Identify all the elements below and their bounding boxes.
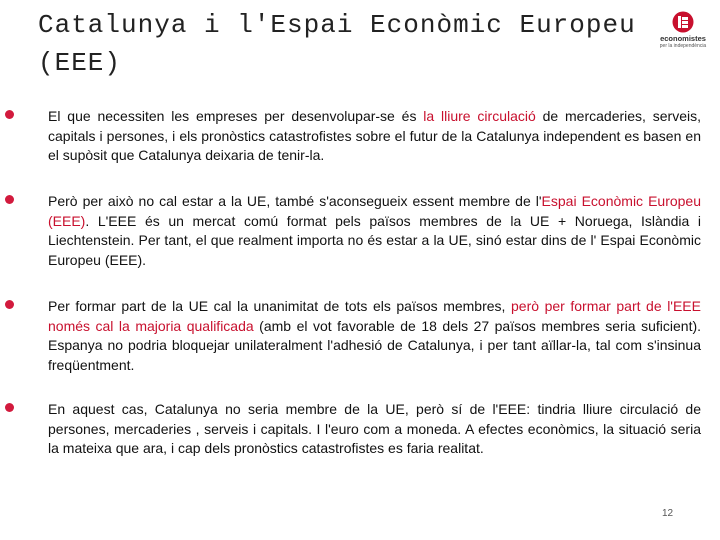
bullet-text: Però per això no cal estar a la UE, també s'aconsegueix essent membre de l'Espai Econòmic Europeu (EEE). L'EEE és un mercat comú format pels països membres de la UE + Noruega, Islàndia i Liechtenstein. Per tant, el que realment importa no és estar a la UE, sinó estar dins de l' Espai Econòmic Europeu (EEE). [48,193,702,268]
logo-mark-icon [672,10,694,34]
list-item [0,297,720,400]
bullet-dot-icon [5,300,14,309]
bullet-list [0,107,720,459]
bullet-text: El que necessiten les empreses per desenvolupar-se és la lliure circulació de mercaderies, serveis, capitals i persones, i els pronòstics catastrofistes sobre el futur de la Catalunya independent es basen en el supòsit que Catalunya deixaria de tenir-la. [48,108,702,163]
logo-subtitle: per la independència [659,43,707,49]
bullet-dot-icon [5,195,14,204]
bullet-text: En aquest cas, Catalunya no seria membre de la UE, però sí de l'EEE: tindria lliure circulació de persones, mercaderies , serveis i capitals. I l'euro com a moneda. A efectes econòmics, la situació seria la mateixa que ara, i cap dels pronòstics catastrofistes es faria realitat. [48,401,701,456]
logo-name: economistes [660,34,706,43]
highlight: Espai Econòmic Europeu (EEE) [48,193,702,229]
list-item [0,107,720,192]
bullet-dot-icon [5,110,14,119]
bullet-text: Per formar part de la UE cal la unanimitat de tots els països membres, però per formar part de l'EEE només cal la majoria qualificada (amb el vot favorable de 18 dels 27 països membres seria suficient). Espanya no podria bloquejar unilateralment l'adhesió de Catalunya, i per tant aïllar-la, tal com s'insinua freqüentment. [48,298,702,373]
highlight: la lliure circulació [423,108,536,124]
list-item [0,192,720,297]
bullet-dot-icon [5,403,14,412]
page-number: 12 [662,508,674,519]
page-title: Catalunya i l'Espai Econòmic Europeu (EEE) [38,10,636,78]
list-item [0,400,720,459]
logo [650,10,716,54]
highlight: però per formar part de l'EEE només cal la majoria qualificada [48,298,701,334]
